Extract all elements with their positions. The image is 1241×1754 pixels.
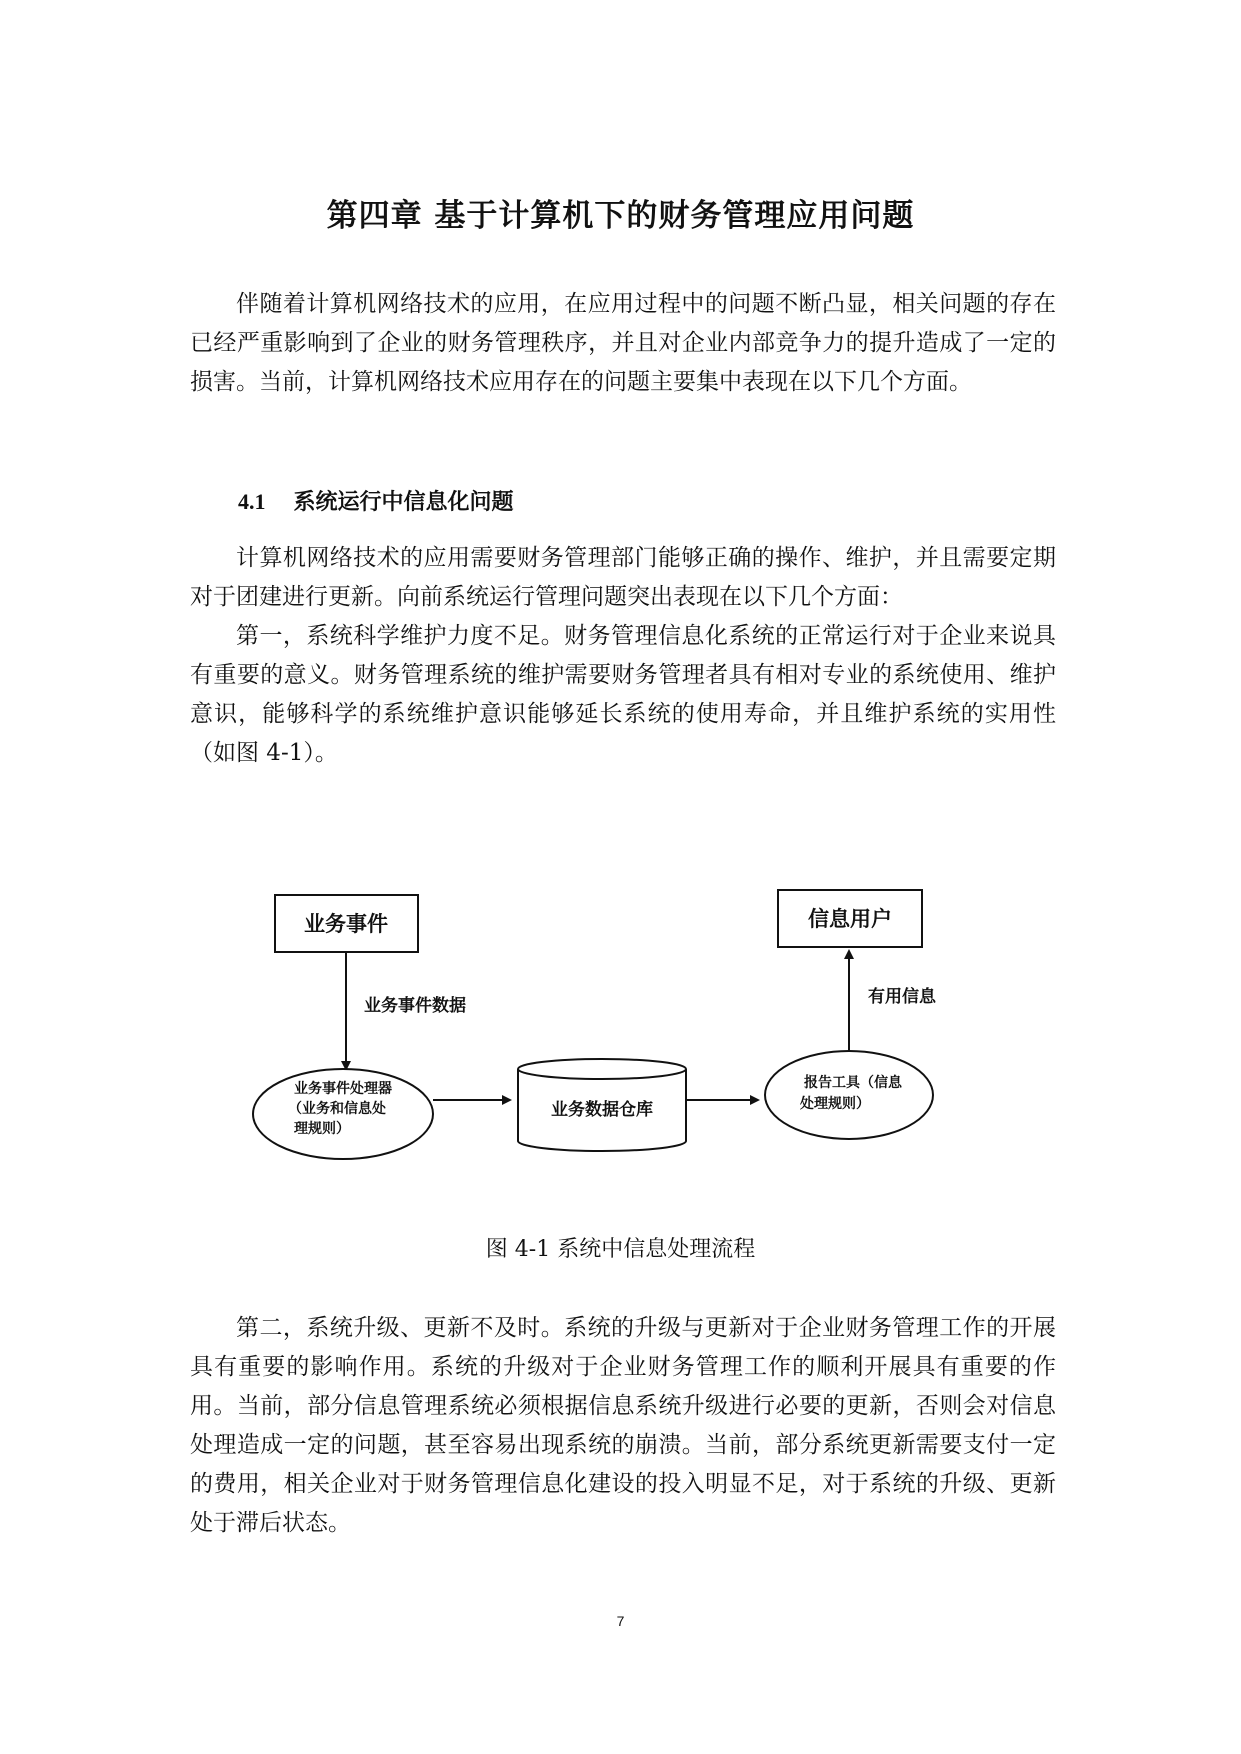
page-number: 7: [616, 1613, 625, 1629]
intro-paragraph: 伴随着计算机网络技术的应用，在应用过程中的问题不断凸显，相关问题的存在已经严重影响到了企业的财务管理秩序，并且对企业内部竞争力的提升造成了一定的损害。当前，计算机网络技术应用存在的问题主要集中表现在以下几个方面。: [190, 291, 1056, 395]
useful-info-label: 有用信息: [868, 987, 936, 1007]
processor-line-2: （业务和信息处: [288, 1101, 386, 1117]
business-event-box-label: 业务事件: [304, 912, 388, 936]
report-tool-line-1: 报告工具（信息: [804, 1075, 902, 1091]
report-tool-line-2: 处理规则）: [800, 1096, 870, 1112]
processor-line-3: 理规则）: [294, 1121, 350, 1137]
report-tool-ellipse: [765, 1051, 933, 1139]
section-title: 系统运行中信息化问题: [293, 490, 514, 515]
processor-line-1: 业务事件处理器: [294, 1081, 392, 1097]
data-warehouse-label: 业务数据仓库: [551, 1100, 653, 1120]
section-paragraph-3: 第二，系统升级、更新不及时。系统的升级与更新对于企业财务管理工作的开展具有重要的影响作用。系统的升级对于企业财务管理工作的顺利开展具有重要的作用。当前，部分信息管理系统必须根据信息系统升级进行必要的更新，否则会对信息处理造成一定的问题，甚至容易出现系统的崩溃。当前，部分系统更新需要支付一定的费用，相关企业对于财务管理信息化建设的投入明显不足，对于系统的升级、更新处于滞后状态。: [190, 1315, 1056, 1536]
figure-caption: 图 4-1 系统中信息处理流程: [485, 1237, 756, 1262]
info-user-box-label: 信息用户: [808, 907, 892, 931]
section-paragraph-2: 第一，系统科学维护力度不足。财务管理信息化系统的正常运行对于企业来说具有重要的意义。财务管理系统的维护需要财务管理者具有相对专业的系统使用、维护意识，能够科学的系统维护意识能够延长系统的使用寿命，并且维护系统的实用性（如图 4-1）。: [190, 623, 1056, 766]
section-number: 4.1: [238, 489, 266, 514]
section-paragraph-1: 计算机网络技术的应用需要财务管理部门能够正确的操作、维护，并且需要定期对于团建进行更新。向前系统运行管理问题突出表现在以下几个方面：: [190, 545, 1056, 610]
chapter-title: 第四章 基于计算机下的财务管理应用问题: [326, 198, 915, 234]
event-data-label: 业务事件数据: [364, 996, 466, 1016]
